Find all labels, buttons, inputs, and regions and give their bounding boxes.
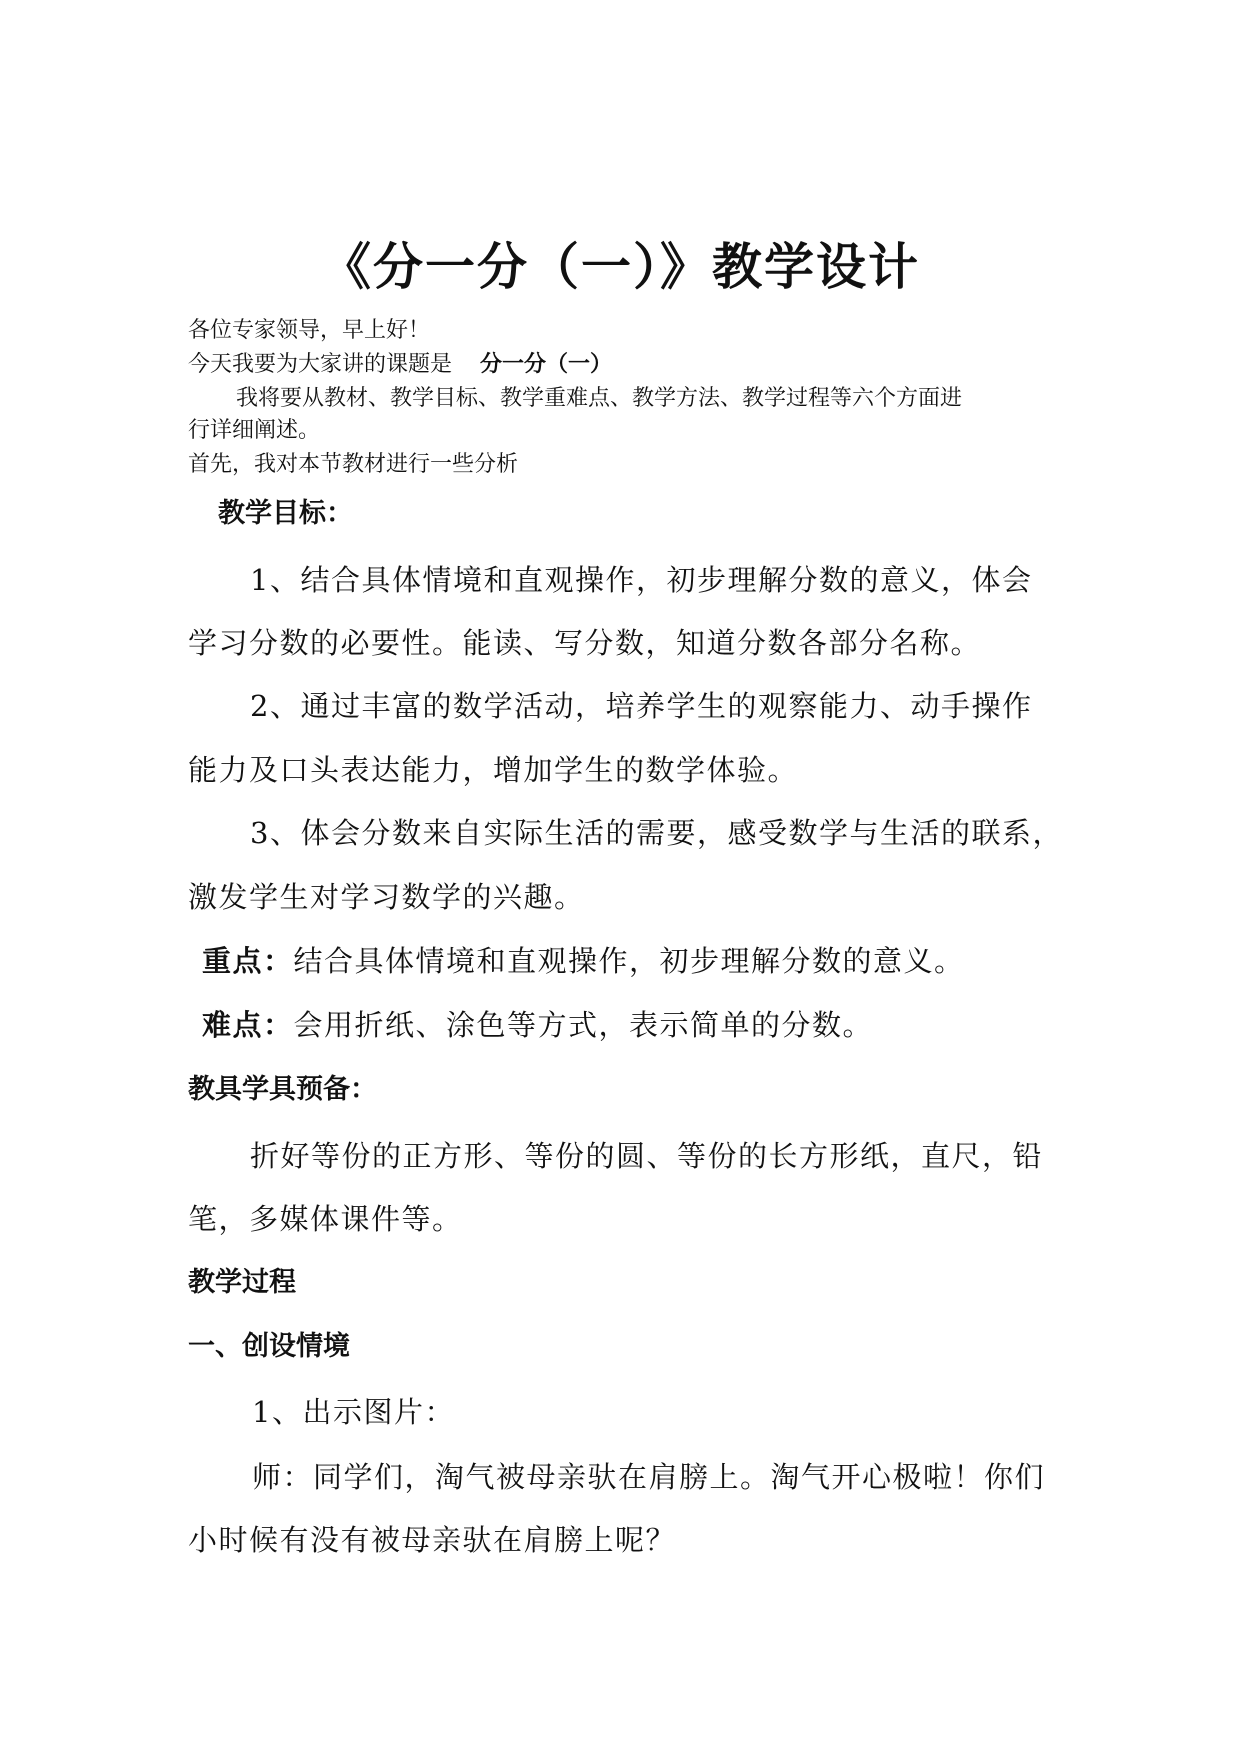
materials-heading: 教具学具预备：: [188, 1074, 377, 1105]
objective-3-line-2: 激发学生对学习数学的兴趣。: [188, 880, 585, 914]
analysis-text: 首先，我对本节教材进行一些分析: [188, 452, 519, 477]
section-1-heading: 一、创设情境: [188, 1331, 350, 1362]
key-point-text: 结合具体情境和直观操作，初步理解分数的意义。: [293, 944, 965, 978]
objective-2-line-2: 能力及口头表达能力，增加学生的数学体验。: [188, 753, 799, 787]
teacher-line-2: 小时候有没有被母亲驮在肩膀上呢？: [188, 1523, 677, 1557]
materials-line-1: 折好等份的正方形、等份的圆、等份的长方形纸，直尺，铅: [250, 1139, 1044, 1173]
objective-2-line-1: 2、通过丰富的数学活动，培养学生的观察能力、动手操作: [250, 689, 1033, 723]
teacher-line-1: 师：同学们，淘气被母亲驮在肩膀上。淘气开心极啦！你们: [252, 1460, 1046, 1494]
objective-1-line-1: 1、结合具体情境和直观操作，初步理解分数的意义，体会: [250, 563, 1033, 597]
greeting-text: 各位专家领导，早上好！: [188, 318, 431, 343]
step-1-text: 1、出示图片：: [252, 1395, 455, 1429]
topic-prefix: 今天我要为大家讲的课题是: [188, 352, 453, 377]
materials-line-2: 笔，多媒体课件等。: [188, 1202, 463, 1236]
objective-3-line-1: 3、体会分数来自实际生活的需要，感受数学与生活的联系，: [250, 816, 1063, 850]
topic-line: [188, 349, 612, 381]
difficult-point-label: 难点：: [202, 1008, 294, 1042]
difficult-point: [202, 1005, 873, 1045]
document-title: 《分一分（一）》教学设计: [321, 238, 920, 296]
topic-name: 分一分（一）: [480, 352, 613, 377]
objective-1-line-2: 学习分数的必要性。能读、写分数，知道分数各部分名称。: [188, 626, 982, 660]
difficult-point-text: 会用折纸、涂色等方式，表示简单的分数。: [293, 1008, 874, 1042]
outline-line-1: 我将要从教材、教学目标、教学重难点、教学方法、教学过程等六个方面进: [236, 386, 963, 411]
outline-line-2: 行详细阐述。: [188, 418, 321, 443]
key-point-label: 重点：: [202, 944, 294, 978]
key-point: [202, 941, 965, 981]
objectives-heading: 教学目标：: [218, 498, 353, 529]
process-heading: 教学过程: [188, 1267, 296, 1298]
